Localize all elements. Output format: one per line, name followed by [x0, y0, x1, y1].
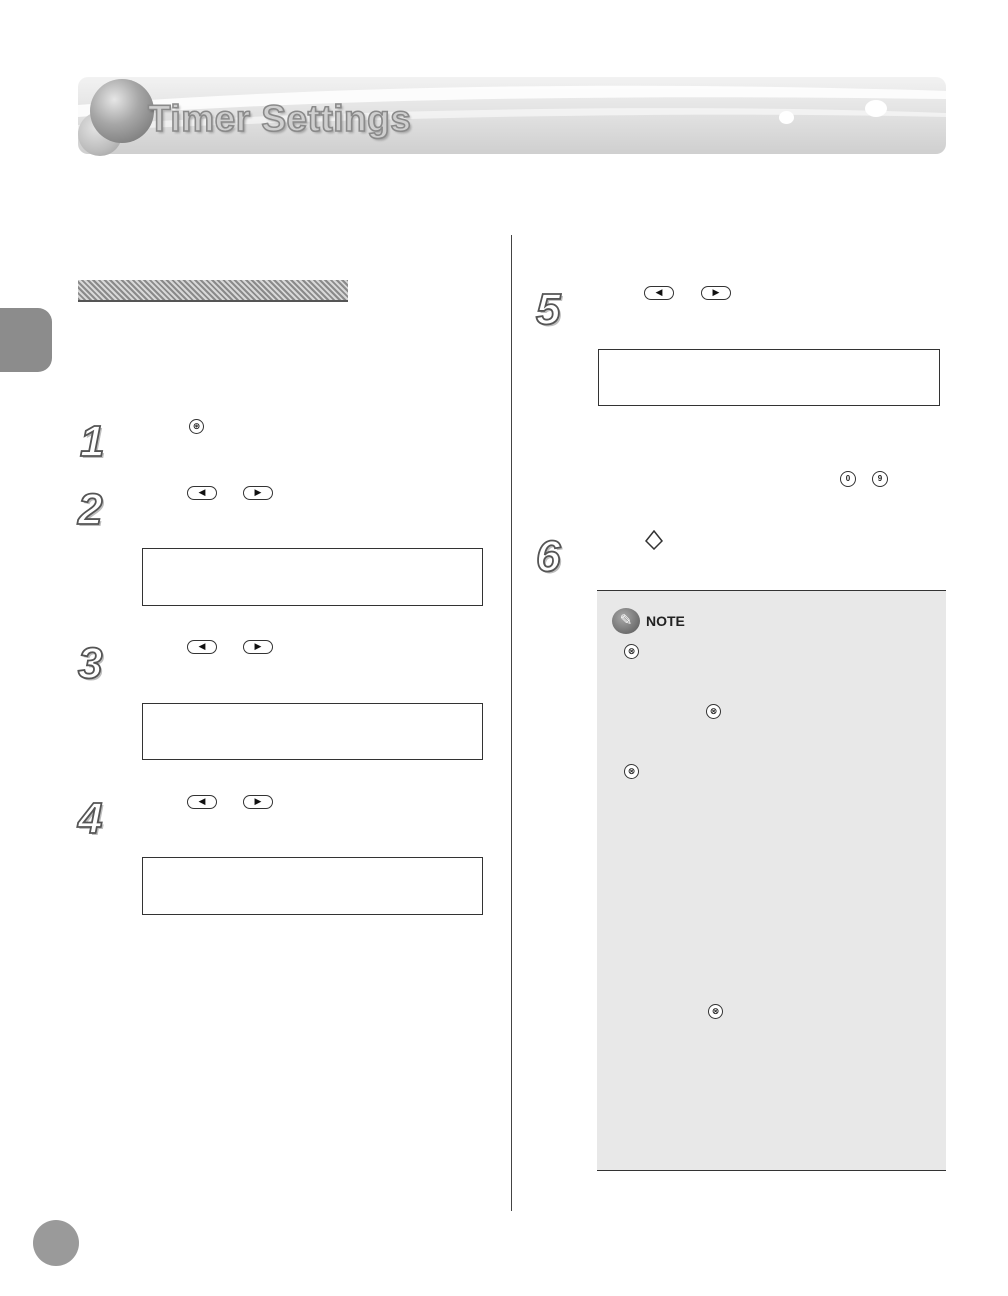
page-title: Timer Settings	[148, 98, 412, 139]
page-number-badge	[33, 1220, 79, 1266]
section-heading	[78, 280, 348, 302]
step-number: 5	[536, 285, 561, 334]
left-arrow-key-icon: ◀	[644, 286, 674, 300]
right-arrow-key-icon: ▶	[243, 795, 273, 809]
right-arrow-key-icon: ▶	[243, 486, 273, 500]
step-number: 3	[78, 639, 103, 688]
step-number: 4	[78, 794, 103, 843]
settings-key-icon: ⊛	[189, 419, 204, 434]
left-arrow-key-icon: ◀	[187, 795, 217, 809]
left-arrow-key-icon: ◀	[187, 640, 217, 654]
chapter-tab	[0, 308, 52, 372]
note-label: NOTE	[646, 613, 685, 629]
menu-key-icon: ⊗	[706, 704, 721, 719]
lcd-display	[142, 548, 483, 606]
left-arrow-key-icon: ◀	[187, 486, 217, 500]
lcd-display	[142, 703, 483, 760]
column-divider	[511, 235, 512, 1211]
step-number: 6	[536, 532, 561, 581]
menu-key-icon: ⊗	[624, 764, 639, 779]
lcd-display	[598, 349, 940, 406]
numeric-key-9-icon: 9	[872, 471, 888, 487]
banner-sphere-large	[90, 79, 154, 143]
menu-key-icon: ⊗	[708, 1004, 723, 1019]
note-box	[597, 590, 946, 1171]
step-number: 2	[78, 485, 103, 534]
right-arrow-key-icon: ▶	[701, 286, 731, 300]
right-arrow-key-icon: ▶	[243, 640, 273, 654]
numeric-key-0-icon: 0	[840, 471, 856, 487]
step-number: 1	[80, 417, 105, 466]
menu-key-icon: ⊗	[624, 644, 639, 659]
lcd-display	[142, 857, 483, 915]
note-pencil-icon: ✎	[612, 608, 640, 634]
banner-dot	[865, 100, 887, 117]
banner-dot	[779, 111, 794, 124]
reset-key-icon	[645, 530, 663, 550]
